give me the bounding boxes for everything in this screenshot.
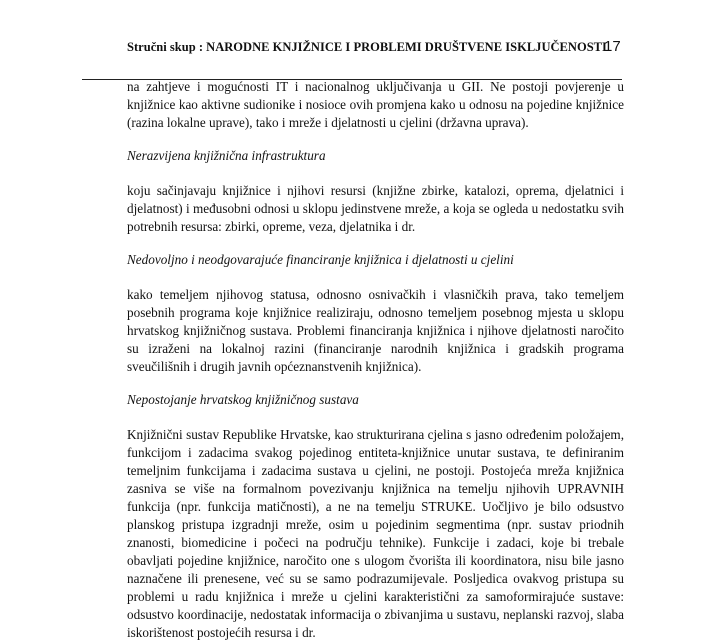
page-number: 17 [604,38,621,55]
spacer [127,132,624,147]
body-text [127,78,624,642]
section-heading-library-system: Nepostojanje hrvatskog knjižničnog sustava [127,392,359,407]
section-heading-infrastructure: Nerazvijena knjižnična infrastruktura [127,148,326,163]
section-paragraph-library-system: Knjižnični sustav Republike Hrvatske, kao strukturirana cjelina s jasno određenim položajem, funkcijom i zadacima svakog pojedinog entiteta-knjižnice unutar sustava, te definiranim temeljnim funkcijama i zadacima sustava u cjelini, ne postoji. Postojeća mreža knjižnica zasniva se više na formalnom povezivanju knjižnica na temelju njihovih UPRAVNIH funkcija (npr. funkcija matičnosti), a ne na temelju STRUKE. Uočljivo je bilo odsustvo planskog pristupa izgradnji mreže, osim u pojedinim segmentima (npr. sustav priodnih znanosti, biomedicine i počeci na području tehnike). Funkcije i zadaci, koje bi trebale obavljati pojedine knjižnice, naročito one s ulogom čvorišta ili koordinatora, nisu bile jasno naznačene ili prenesene, već su se samo podrazumijevale. Posljedica ovakvog pristupa su problemi u radu knjižnica i mreže u cjelini karakteristični za samoformirajuće sustave: odsustvo koordinacije, nedostatak informacija o zbivanjima u sustavu, neplanski razvoj, slaba iskorištenost postojećih resursa i dr. [127,427,624,640]
spacer [127,165,624,182]
spacer [127,409,624,426]
section-paragraph-financing: kako temeljem njihovog statusa, odnosno osnivačkih i vlasničkih prava, tako temeljem posebnih programa koje knjižnice realiziraju, odnosno temeljem posebnog mjesta u sklopu hrvatskog knjižničnog sustava. Problemi financiranja knjižnica i njihove djelatnosti naročito su izraženi na lokalnoj razini (financiranje narodnih knjižnica i gradskih programa sveučilišnih i drugih javnih općeznanstvenih knjižnica). [127,287,624,374]
section-paragraph-infrastructure: koju sačinjavaju knjižnice i njihovi resursi (knjižne zbirke, katalozi, oprema, djelatnici i djelatnost) i međusobni odnosi u sklopu jedinstvene mreže, a koja se ogleda u nedostatku svih potrebnih resursa: zbirki, opreme, veza, djelatnika i dr. [127,183,624,234]
spacer [127,376,624,391]
intro-paragraph: na zahtjeve i mogućnosti IT i nacionalnog uključivanja u GII. Ne postoji povjerenje u knjižnice kao aktivne sudionike i nosioce ovih promjena kako u odnosu na pojedine knjižnice (razina lokalne uprave), tako i mreže i djelatnosti u cjelini (državna uprava). [127,79,624,130]
running-header: Stručni skup : NARODNE KNJIŽNICE I PROBLEMI DRUŠTVENE ISKLJUČENOSTI [127,40,607,54]
spacer [127,269,624,286]
section-heading-financing: Nedovoljno i neodgovarajuće financiranje knjižnica i djelatnosti u cjelini [127,252,514,267]
spacer [127,236,624,251]
